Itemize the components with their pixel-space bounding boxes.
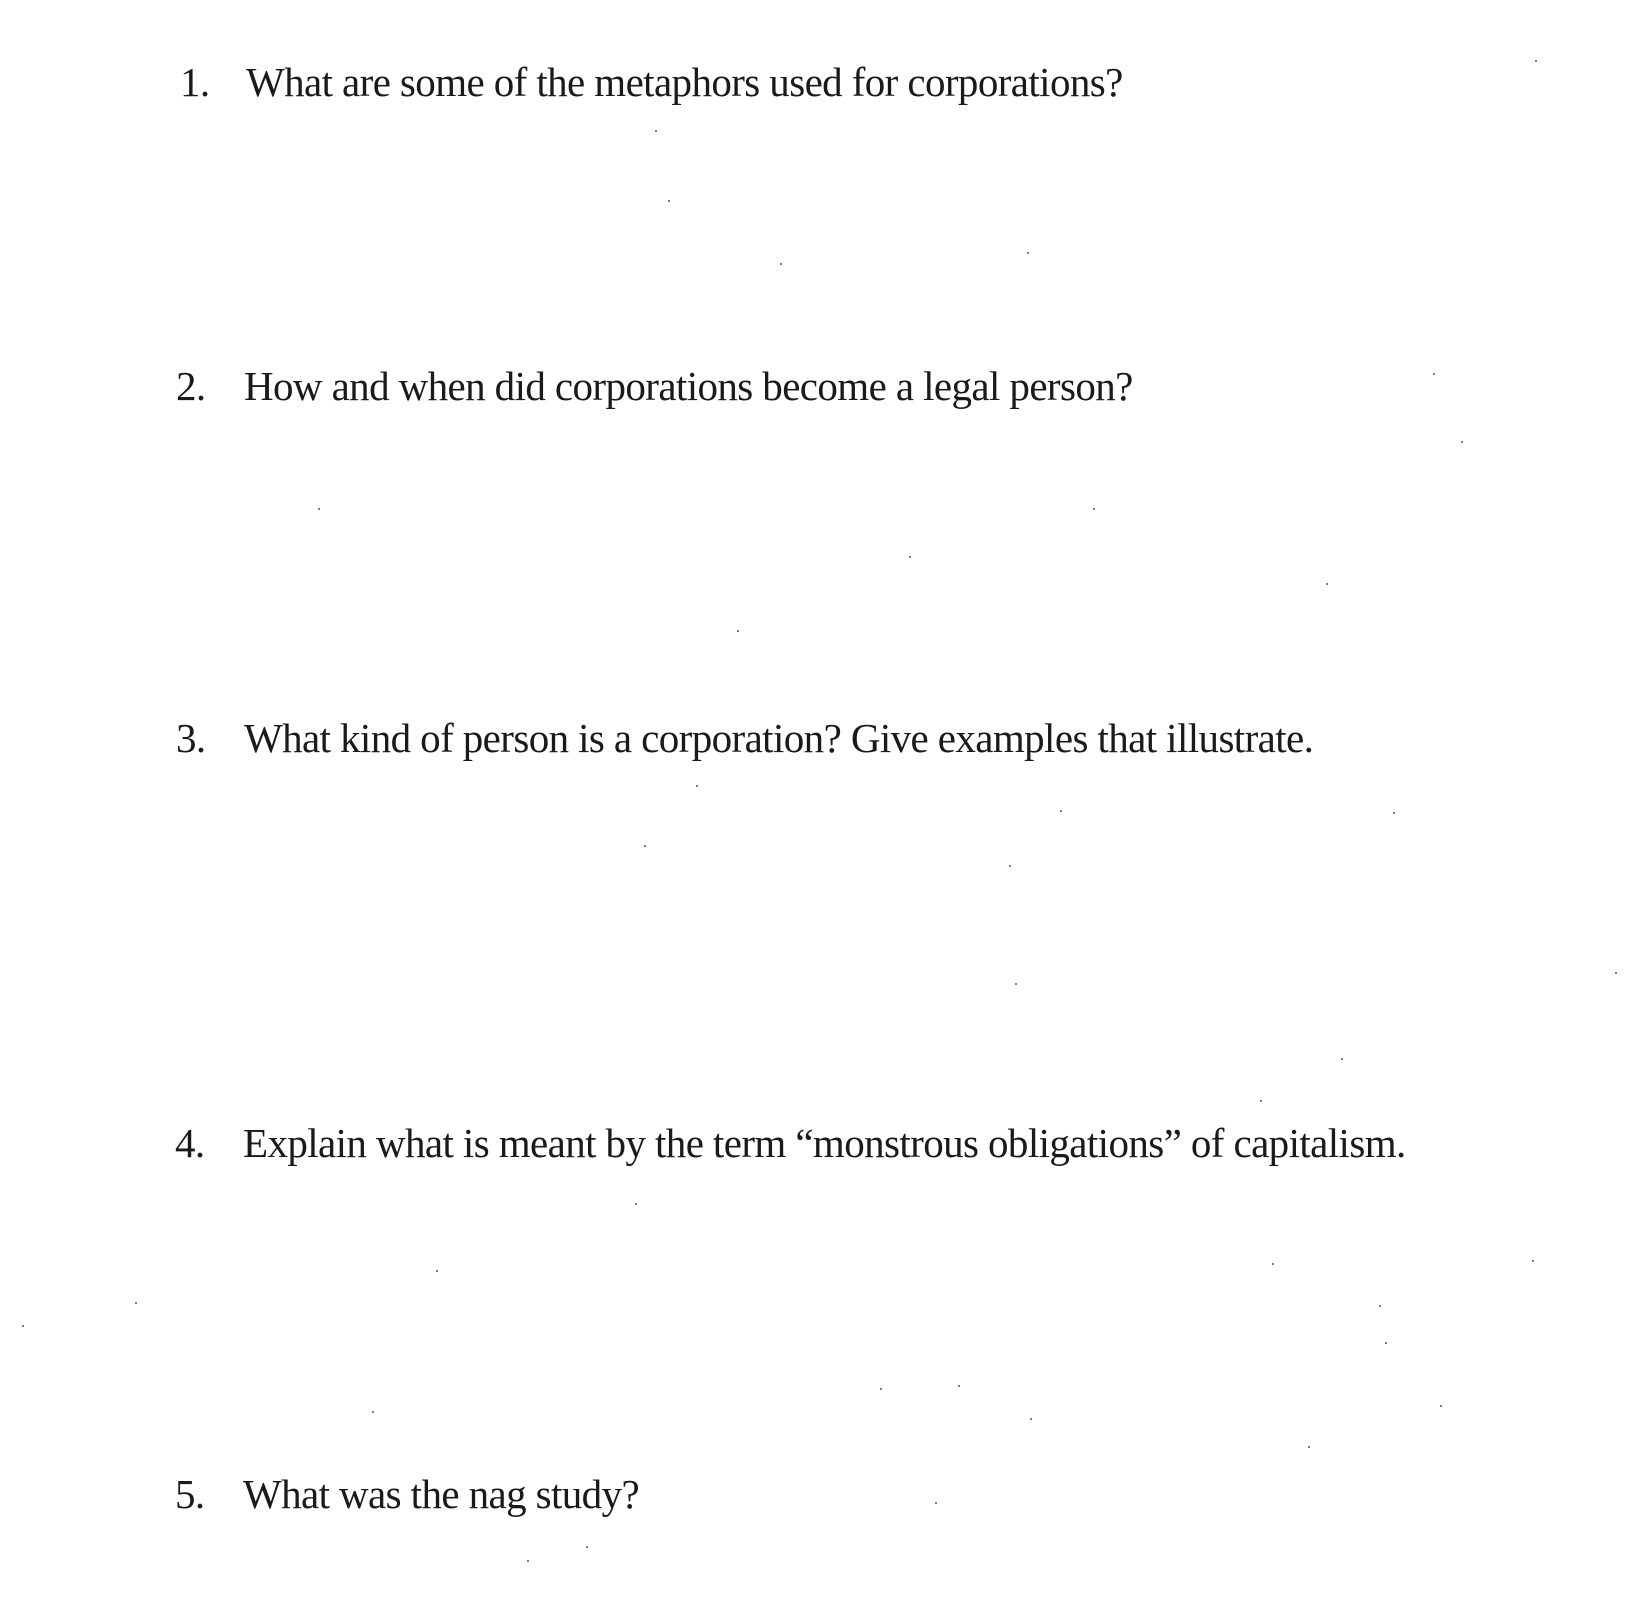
scan-speck (1393, 812, 1395, 814)
scan-speck (1433, 373, 1435, 375)
question-3 (176, 715, 1314, 761)
scan-speck (1015, 983, 1017, 985)
scan-speck (135, 1302, 137, 1304)
question-5-number: 5. (175, 1471, 205, 1517)
scan-speck (1615, 972, 1617, 974)
scan-speck (1093, 508, 1095, 510)
question-5 (175, 1471, 640, 1517)
question-2 (176, 363, 1133, 409)
question-4-text: Explain what is meant by the term “monstrous obligations” of capitalism. (243, 1120, 1406, 1166)
question-3-text: What kind of person is a corporation? Give examples that illustrate. (244, 715, 1314, 761)
scan-speck (935, 1502, 937, 1504)
scan-speck (909, 556, 911, 558)
scan-speck (1260, 1100, 1262, 1102)
scan-speck (1385, 1342, 1387, 1344)
scan-speck (527, 1560, 529, 1562)
question-3-number: 3. (176, 715, 206, 761)
scan-speck (635, 1203, 637, 1205)
scan-speck (1532, 1260, 1534, 1262)
question-1 (180, 59, 1123, 105)
scan-speck (1461, 441, 1463, 443)
scan-speck (1341, 1058, 1343, 1060)
scan-speck (318, 508, 320, 510)
question-2-number: 2. (176, 363, 206, 409)
scan-speck (1308, 1446, 1310, 1448)
scan-speck (436, 1270, 438, 1272)
question-4 (175, 1120, 1406, 1166)
scan-speck (655, 130, 657, 132)
scan-speck (1379, 1305, 1381, 1307)
scan-speck (780, 263, 782, 265)
scan-speck (880, 1388, 882, 1390)
question-2-text: How and when did corporations become a legal person? (244, 363, 1133, 409)
scan-speck (1009, 865, 1011, 867)
scan-speck (1027, 252, 1029, 254)
scan-speck (372, 1411, 374, 1413)
scan-speck (958, 1385, 960, 1387)
question-1-number: 1. (180, 59, 210, 105)
scan-speck (1326, 583, 1328, 585)
scan-speck (22, 1325, 24, 1327)
scan-speck (1060, 810, 1062, 812)
scan-speck (1272, 1263, 1274, 1265)
question-1-text: What are some of the metaphors used for corporations? (246, 59, 1123, 105)
scan-speck (644, 845, 646, 847)
scan-speck (696, 785, 698, 787)
scan-speck (1535, 60, 1537, 62)
scan-speck (668, 200, 670, 202)
question-4-number: 4. (175, 1120, 205, 1166)
scan-speck (586, 1546, 588, 1548)
scan-speck (737, 630, 739, 632)
scan-speck (1440, 1405, 1442, 1407)
question-5-text: What was the nag study? (243, 1471, 640, 1517)
scan-speck (1030, 1418, 1032, 1420)
